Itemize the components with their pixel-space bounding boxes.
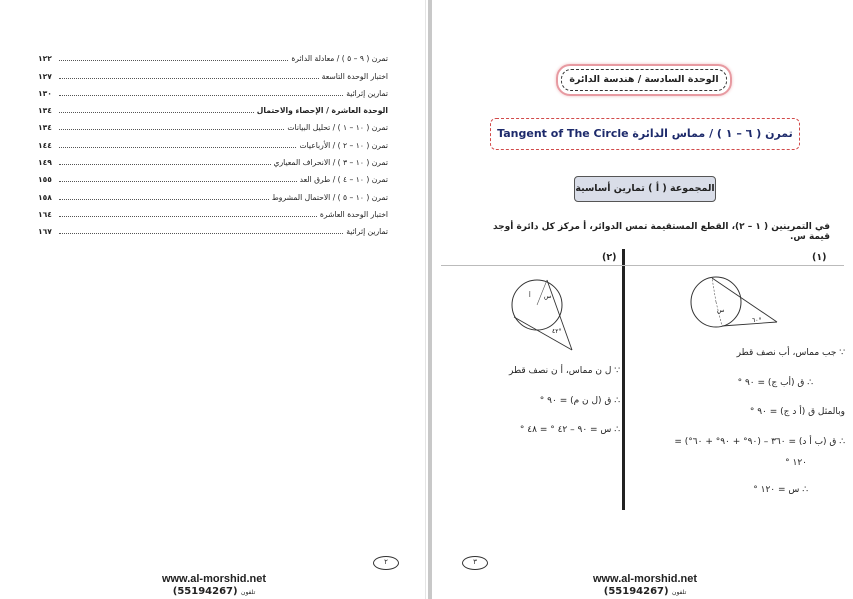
toc-page-number: ١٥٨ (38, 192, 52, 202)
toc-leader-dots (59, 78, 319, 79)
footer-phone-right (565, 586, 725, 597)
right-page (432, 0, 853, 599)
figure-2-angle-label: ٤٢° (552, 328, 562, 335)
toc-row[interactable] (38, 132, 388, 149)
toc-page-number: ١٦٤ (38, 209, 52, 219)
toc-page-number: ١٤٩ (38, 158, 52, 168)
toc-leader-dots (59, 181, 297, 182)
gutter-shadow-left (425, 0, 426, 599)
ex1-line-2: ∴ ق (أب ج) = ٩٠ ° (737, 378, 813, 388)
toc-title: الوحدة العاشرة / الإحصاء والاحتمال (256, 106, 388, 116)
phone-label: تلفون (672, 589, 687, 596)
footer-website-left[interactable]: www.al-morshid.net (161, 573, 267, 585)
ex1-line-1: ∵ جب مماس، أب نصف قطر (736, 348, 845, 358)
toc-row[interactable] (38, 184, 388, 201)
figure-1-angle-label: ٦٠° (752, 317, 762, 324)
toc-title: تمرن ( ١٠ – ١ ) / تحليل البيانات (287, 123, 388, 133)
toc-leader-dots (59, 95, 343, 96)
toc-row[interactable] (38, 115, 388, 132)
toc-leader-dots (59, 129, 284, 130)
toc-page-number: ١٢٧ (38, 71, 52, 81)
radius-1b (716, 302, 725, 326)
exercise-1-figure (682, 272, 802, 334)
exercise-1-number: (١) (812, 252, 827, 263)
toc-page-number: ١٣٤ (38, 123, 52, 133)
toc-page-number: ١٣٠ (38, 88, 52, 98)
toc-title: تمرن ( ١٠ – ٣ ) / الانحراف المعياري (273, 158, 388, 168)
column-divider (622, 249, 625, 510)
figure-1-x-label: س (717, 307, 725, 314)
toc-page-number: ١٤٤ (38, 140, 52, 150)
ex2-line-3: ∴ س = ٩٠ – ٤٢ ° = ٤٨ ° (519, 425, 620, 435)
toc-title: تمرن ( ١٠ – ٥ ) / الاحتمال المشروط (271, 192, 388, 202)
toc-leader-dots (59, 216, 317, 217)
ex1-line-5: ١٢٠ ° (785, 458, 807, 468)
toc-page-number: ١٢٢ (38, 54, 52, 64)
page-number-right: ٣ (462, 556, 488, 570)
instruction-text: في التمرينين ( ١ – ٢)، القطع المستقيمة تمس الدوائر، أ مركز كل دائرة أوجد قيمة س. (492, 222, 830, 242)
toc-leader-dots (59, 199, 269, 200)
toc-title: تمارين إثرائية (346, 227, 388, 237)
tangent-1a (712, 278, 777, 322)
toc-leader-dots (59, 112, 254, 113)
toc-leader-dots (59, 164, 271, 165)
toc-page-number: ١٣٤ (38, 106, 52, 116)
toc-title: اختبار الوحدة العاشرة (319, 209, 388, 219)
toc-title: تمرن ( ١٠ – ٢ ) / الأرباعيات (299, 140, 388, 150)
tangent-2 (547, 280, 572, 350)
toc-leader-dots (59, 147, 296, 148)
toc-page-number: ١٦٧ (38, 227, 52, 237)
radius-1a (712, 278, 716, 302)
page-number-left: ٢ (373, 556, 399, 570)
toc-title: تمارين إثرائية (346, 88, 388, 98)
phone-number: (55194267) (603, 586, 669, 597)
toc-row[interactable] (38, 150, 388, 167)
ex2-line-2: ∴ ق (ل ن م) = ٩٠ ° (539, 396, 620, 406)
phone-label: تلفون (241, 589, 256, 596)
phone-number: (55194267) (172, 586, 238, 597)
ex2-line-1: ∵ ل ن مماس، أ ن نصف قطر (509, 366, 620, 376)
row-divider (441, 265, 844, 266)
group-label: المجموعة ( أ ) تمارين أساسية (574, 176, 716, 202)
toc-row[interactable] (38, 98, 388, 115)
table-of-contents (38, 46, 388, 236)
toc-row[interactable] (38, 81, 388, 98)
footer-phone-left (134, 586, 294, 597)
toc-row[interactable] (38, 219, 388, 236)
toc-page-number: ١٥٥ (38, 175, 52, 185)
toc-row[interactable] (38, 63, 388, 80)
footer-website-right[interactable]: www.al-morshid.net (592, 573, 698, 585)
unit-title: الوحدة السادسة / هندسة الدائرة (561, 69, 727, 91)
toc-row[interactable] (38, 167, 388, 184)
secant-2 (514, 317, 572, 350)
ex1-line-3: وبالمثل ق (أ د ج) = ٩٠ ° (749, 407, 845, 417)
ex1-line-4: ∴ ق (ب أ د) = ٣٦٠ – (٩٠° + ٩٠° + ٦٠°) = (674, 437, 845, 447)
toc-leader-dots (59, 233, 343, 234)
toc-title: تمرن ( ٩ – ٥ ) / معادلة الدائرة (291, 54, 388, 64)
figure-2-a-label: أ (529, 292, 531, 299)
toc-leader-dots (59, 60, 288, 61)
ex1-line-6: ∴ س = ١٢٠ ° (753, 485, 808, 495)
unit-title-box (556, 64, 732, 96)
lesson-title: تمرن ( ٦ – ١ ) / مماس الدائرة Tangent of The Circle (490, 118, 800, 150)
figure-2-x-label: س (544, 293, 552, 300)
toc-row[interactable] (38, 202, 388, 219)
toc-row[interactable] (38, 46, 388, 63)
exercise-2-figure (502, 272, 602, 354)
toc-title: اختبار الوحدة التاسعة (321, 71, 388, 81)
toc-title: تمرن ( ١٠ – ٤ ) / طرق العد (299, 175, 388, 185)
exercise-2-number: (٢) (602, 252, 617, 263)
